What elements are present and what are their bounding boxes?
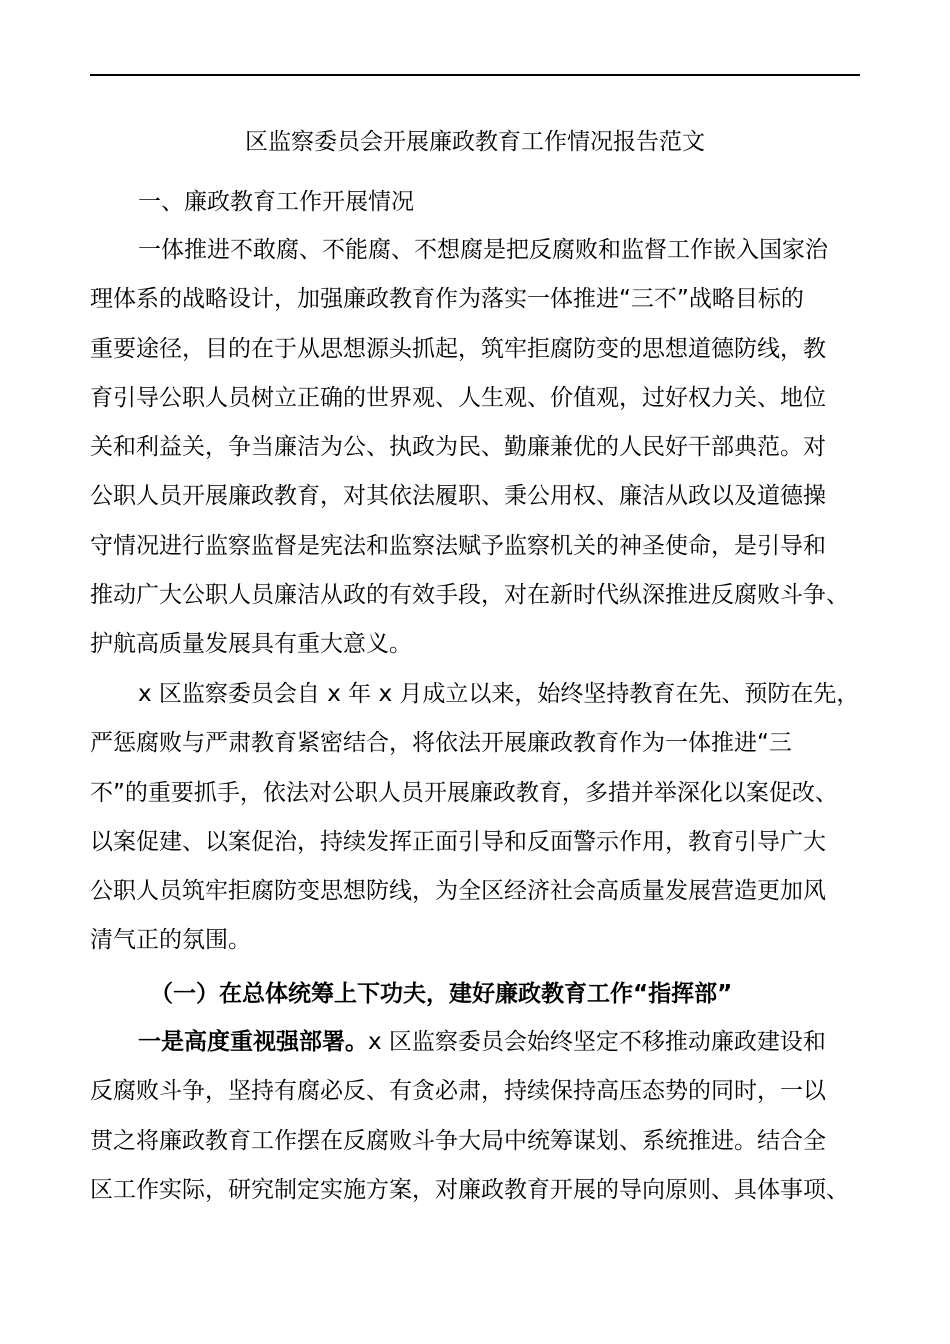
paragraph-line: 关和利益关，争当廉洁为公、执政为民、勤廉兼优的人民好干部典范。对 <box>90 434 826 461</box>
section-heading: 一、廉政教育工作开展情况 <box>138 189 414 215</box>
paragraph-1 <box>90 232 870 676</box>
paragraph-line: 贯之将廉政教育工作摆在反腐败斗争大局中统筹谋划、系统推进。结合全 <box>90 1127 826 1154</box>
paragraph-line: 护航高质量发展具有重大意义。 <box>90 631 412 658</box>
paragraph-3 <box>90 1024 870 1221</box>
paragraph-line: 不”的重要抓手，依法对公职人员开展廉政教育，多措并举深化以案促改、 <box>90 779 838 806</box>
paragraph-line-rest: x 区监察委员会始终坚定不移推动廉政建设和 <box>368 1029 826 1055</box>
paragraph-line: 重要途径，目的在于从思想源头抓起，筑牢拒腐防变的思想道德防线，教 <box>90 335 826 362</box>
header-rule <box>90 74 860 76</box>
paragraph-line: 推动广大公职人员廉洁从政的有效手段，对在新时代纵深推进反腐败斗争、 <box>90 582 849 609</box>
paragraph-line: x 区监察委员会自 x 年 x 月成立以来，始终坚持教育在先、预防在先， <box>138 681 860 707</box>
paragraph-2 <box>90 676 870 972</box>
paragraph-line: 公职人员筑牢拒腐防变思想防线，为全区经济社会高质量发展营造更加风 <box>90 878 826 905</box>
paragraph-line: 区工作实际，研究制定实施方案，对廉政教育开展的导向原则、具体事项、 <box>90 1176 849 1203</box>
paragraph-line: 严惩腐败与严肃教育紧密结合，将依法开展廉政教育作为一体推进“三 <box>90 730 792 757</box>
paragraph-line <box>90 1024 870 1073</box>
subsection-heading: （一）在总体统筹上下功夫，建好廉政教育工作“指挥部” <box>150 981 733 1007</box>
paragraph-lead: 一是高度重视强部署。 <box>138 1029 368 1055</box>
paragraph-line: 以案促建、以案促治，持续发挥正面引导和反面警示作用，教育引导广大 <box>90 828 826 855</box>
paragraph-line: 守情况进行监察监督是宪法和监察法赋予监察机关的神圣使命，是引导和 <box>90 532 826 559</box>
paragraph-line: 清气正的氛围。 <box>90 927 251 954</box>
paragraph-line: 公职人员开展廉政教育，对其依法履职、秉公用权、廉洁从政以及道德操 <box>90 483 826 510</box>
paragraph-line: 育引导公职人员树立正确的世界观、人生观、价值观，过好权力关、地位 <box>90 384 826 411</box>
document-title: 区监察委员会开展廉政教育工作情况报告范文 <box>245 129 705 155</box>
paragraph-line: 反腐败斗争，坚持有腐必反、有贪必肃，持续保持高压态势的同时，一以 <box>90 1078 826 1105</box>
paragraph-line: 理体系的战略设计，加强廉政教育作为落实一体推进“三不”战略目标的 <box>90 286 804 313</box>
paragraph-line: 一体推进不敢腐、不能腐、不想腐是把反腐败和监督工作嵌入国家治 <box>138 237 828 263</box>
